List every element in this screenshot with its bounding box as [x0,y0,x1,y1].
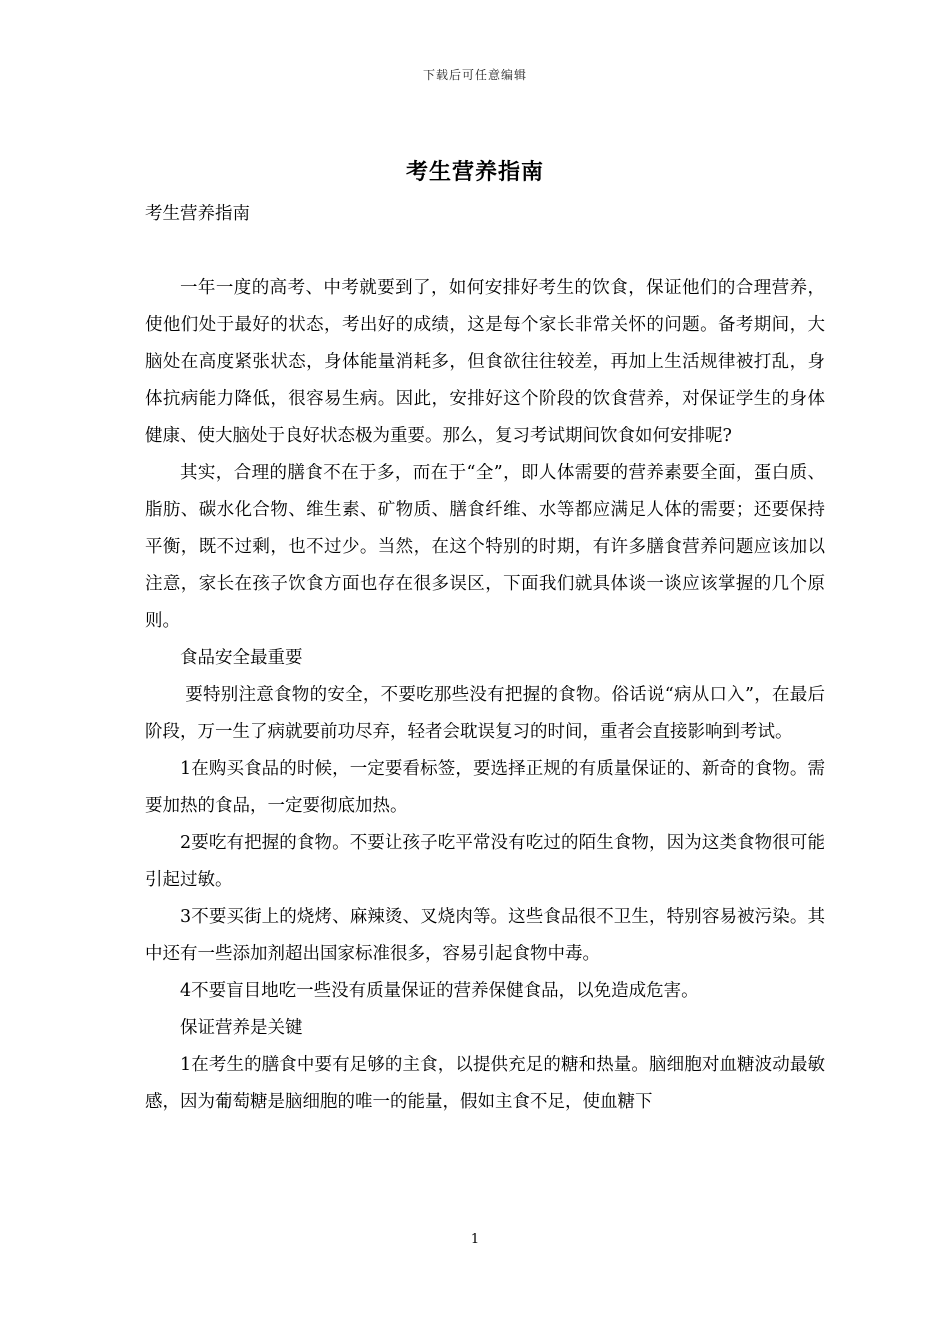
document-title: 考生营养指南 [405,159,544,185]
paragraph-nutrition-1: 1在考生的膳食中要有足够的主食，以提供充足的糖和热量。脑细胞对血糖波动最敏感，因为葡萄糖是脑细胞的唯一的能量，假如主食不足，使血糖下 [145,1055,825,1112]
paragraph-balanced-diet: 其实，合理的膳食不在于多，而在于“全”，即人体需要的营养素要全面，蛋白质、脂肪、碳水化合物、维生素、矿物质、膳食纤维、水等都应满足人体的需要；还要保持平衡，既不过剩，也不过少。当然，在这个特别的时期，有许多膳食营养问题应该加以注意，家长在孩子饮食方面也存在很多误区，下面我们就具体谈一谈应该掌握的几个原则。 [145,463,825,631]
paragraph-food-safety: 要特别注意食物的安全，不要吃那些没有把握的食物。俗话说“病从口入”，在最后阶段，万一生了病就要前功尽弃，轻者会耽误复习的时间，重者会直接影响到考试。 [145,685,825,742]
document-subtitle: 考生营养指南 [145,204,250,224]
list-item-1: 1在购买食品的时候，一定要看标签，要选择正规的有质量保证的、新奇的食物。需要加热的食品，一定要彻底加热。 [145,759,825,816]
list-item-4: 4不要盲目地吃一些没有质量保证的营养保健食品，以免造成危害。 [180,981,699,1001]
list-item-2: 2要吃有把握的食物。不要让孩子吃平常没有吃过的陌生食物，因为这类食物很可能引起过敏。 [145,833,825,890]
page-number: 1 [470,1232,480,1247]
section-heading-nutrition: 保证营养是关键 [180,1018,303,1038]
document-body [145,196,825,1121]
section-heading-food-safety: 食品安全最重要 [180,648,303,668]
page-header-note: 下载后可任意编辑 [422,68,527,82]
list-item-3: 3不要买街上的烧烤、麻辣烫、叉烧肉等。这些食品很不卫生，特别容易被污染。其中还有一些添加剂超出国家标准很多，容易引起食物中毒。 [145,907,825,964]
paragraph-intro: 一年一度的高考、中考就要到了，如何安排好考生的饮食，保证他们的合理营养，使他们处于最好的状态，考出好的成绩，这是每个家长非常关怀的问题。备考期间，大脑处在高度紧张状态，身体能量消耗多，但食欲往往较差，再加上生活规律被打乱，身体抗病能力降低，很容易生病。因此，安排好这个阶段的饮食营养，对保证学生的身体健康、使大脑处于良好状态极为重要。那么，复习考试期间饮食如何安排呢? [145,278,825,446]
